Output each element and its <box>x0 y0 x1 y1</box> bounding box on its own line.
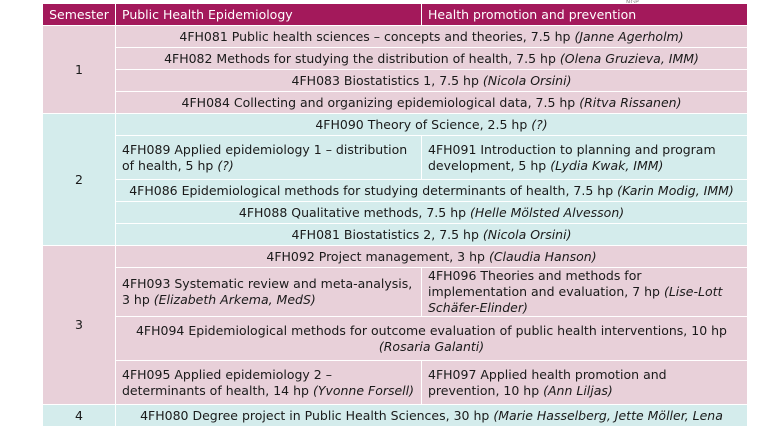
course-teacher: (Rosaria Galanti) <box>378 338 485 354</box>
table-row <box>43 224 748 246</box>
course-teacher: (Lise-Lott Schäfer-Elinder) <box>428 284 723 315</box>
semester-cell: 2 <box>43 114 116 246</box>
course-cell <box>116 268 422 317</box>
semester-cell: 1 <box>43 26 116 114</box>
header-semester: Semester <box>43 4 116 26</box>
course-teacher: (Janne Agerholm) <box>574 28 684 44</box>
course-cell <box>116 48 748 70</box>
course-teacher: (Nicola Orsini) <box>482 226 572 242</box>
course-text: 4FH081 Public health sciences – concepts and theories, 7.5 hp <box>179 28 571 44</box>
table-row <box>43 92 748 114</box>
course-text: 4FH082 Methods for studying the distribution of health, 7.5 hp <box>164 50 556 66</box>
course-cell <box>116 114 748 136</box>
table-row <box>43 361 748 405</box>
course-teacher: (Helle Mölsted Alvesson) <box>470 204 625 220</box>
course-cell <box>116 70 748 92</box>
course-cell <box>116 405 748 427</box>
header-public-health-epidemiology: Public Health Epidemiology <box>116 4 422 26</box>
table-row <box>43 317 748 361</box>
table-row <box>43 136 748 180</box>
course-teacher: (?) <box>531 116 548 132</box>
course-teacher: (Nicola Orsini) <box>482 72 572 88</box>
table-row <box>43 202 748 224</box>
course-text: 4FH091 Introduction to planning and program development, 5 hp <box>428 141 716 173</box>
course-teacher: (Karin Modig, IMM) <box>617 182 734 198</box>
curriculum-table <box>42 3 748 427</box>
course-cell <box>116 180 748 202</box>
course-teacher: (Olena Gruzieva, IMM) <box>559 50 699 66</box>
header-row <box>43 4 748 26</box>
course-text: 4FH088 Qualitative methods, 7.5 hp <box>238 204 467 220</box>
course-text: 4FH083 Biostatistics 1, 7.5 hp <box>291 72 479 88</box>
course-teacher: (Marie Hasselberg, Jette Möller, Lena <box>493 407 723 423</box>
course-cell <box>422 136 748 180</box>
course-text: 4FH090 Theory of Science, 2.5 hp <box>315 116 528 132</box>
course-cell <box>116 317 748 361</box>
course-cell <box>116 361 422 405</box>
course-cell <box>116 246 748 268</box>
course-teacher: (?) <box>217 157 234 173</box>
course-text: 4FH096 Theories and methods for implementation and evaluation, 7 hp <box>428 268 660 299</box>
course-cell <box>116 224 748 246</box>
course-text: 4FH095 Applied epidemiology 2 – determinants of health, 14 hp <box>122 366 332 398</box>
semester-cell: 3 <box>43 246 116 405</box>
table-row <box>43 70 748 92</box>
table-row <box>43 246 748 268</box>
course-teacher: (Lydia Kwak, IMM) <box>550 157 664 173</box>
course-text: 4FH089 Applied epidemiology 1 – distribution of health, 5 hp <box>122 141 408 173</box>
course-cell <box>116 202 748 224</box>
course-cell <box>422 268 748 317</box>
course-cell <box>116 136 422 180</box>
course-teacher: (Elizabeth Arkema, MedS) <box>153 292 316 307</box>
course-cell <box>116 26 748 48</box>
course-text: 4FH080 Degree project in Public Health Sciences, 30 hp <box>140 407 490 423</box>
table-row <box>43 26 748 48</box>
course-text: 4FH093 Systematic review and meta-analysis, 3 hp <box>122 276 413 307</box>
course-cell <box>116 92 748 114</box>
course-teacher: (Yvonne Forsell) <box>312 382 415 398</box>
course-text: 4FH081 Biostatistics 2, 7.5 hp <box>291 226 479 242</box>
table-row <box>43 114 748 136</box>
table-row <box>43 48 748 70</box>
course-teacher: (Ann Liljas) <box>543 382 613 398</box>
table-row <box>43 268 748 317</box>
table-row <box>43 180 748 202</box>
course-teacher: (Claudia Hanson) <box>488 248 597 264</box>
course-text: 4FH094 Epidemiological methods for outcome evaluation of public health interventions, 10 hp <box>135 322 727 338</box>
table-row <box>43 405 748 427</box>
course-cell <box>422 361 748 405</box>
course-teacher: (Ritva Rissanen) <box>579 94 682 110</box>
course-text: 4FH092 Project management, 3 hp <box>266 248 485 264</box>
course-text: 4FH097 Applied health promotion and prevention, 10 hp <box>428 366 667 398</box>
course-text: 4FH084 Collecting and organizing epidemiological data, 7.5 hp <box>181 94 576 110</box>
header-health-promotion: Health promotion and prevention <box>422 4 748 26</box>
semester-cell: 4 <box>43 405 116 427</box>
course-text: 4FH086 Epidemiological methods for studying determinants of health, 7.5 hp <box>129 182 614 198</box>
